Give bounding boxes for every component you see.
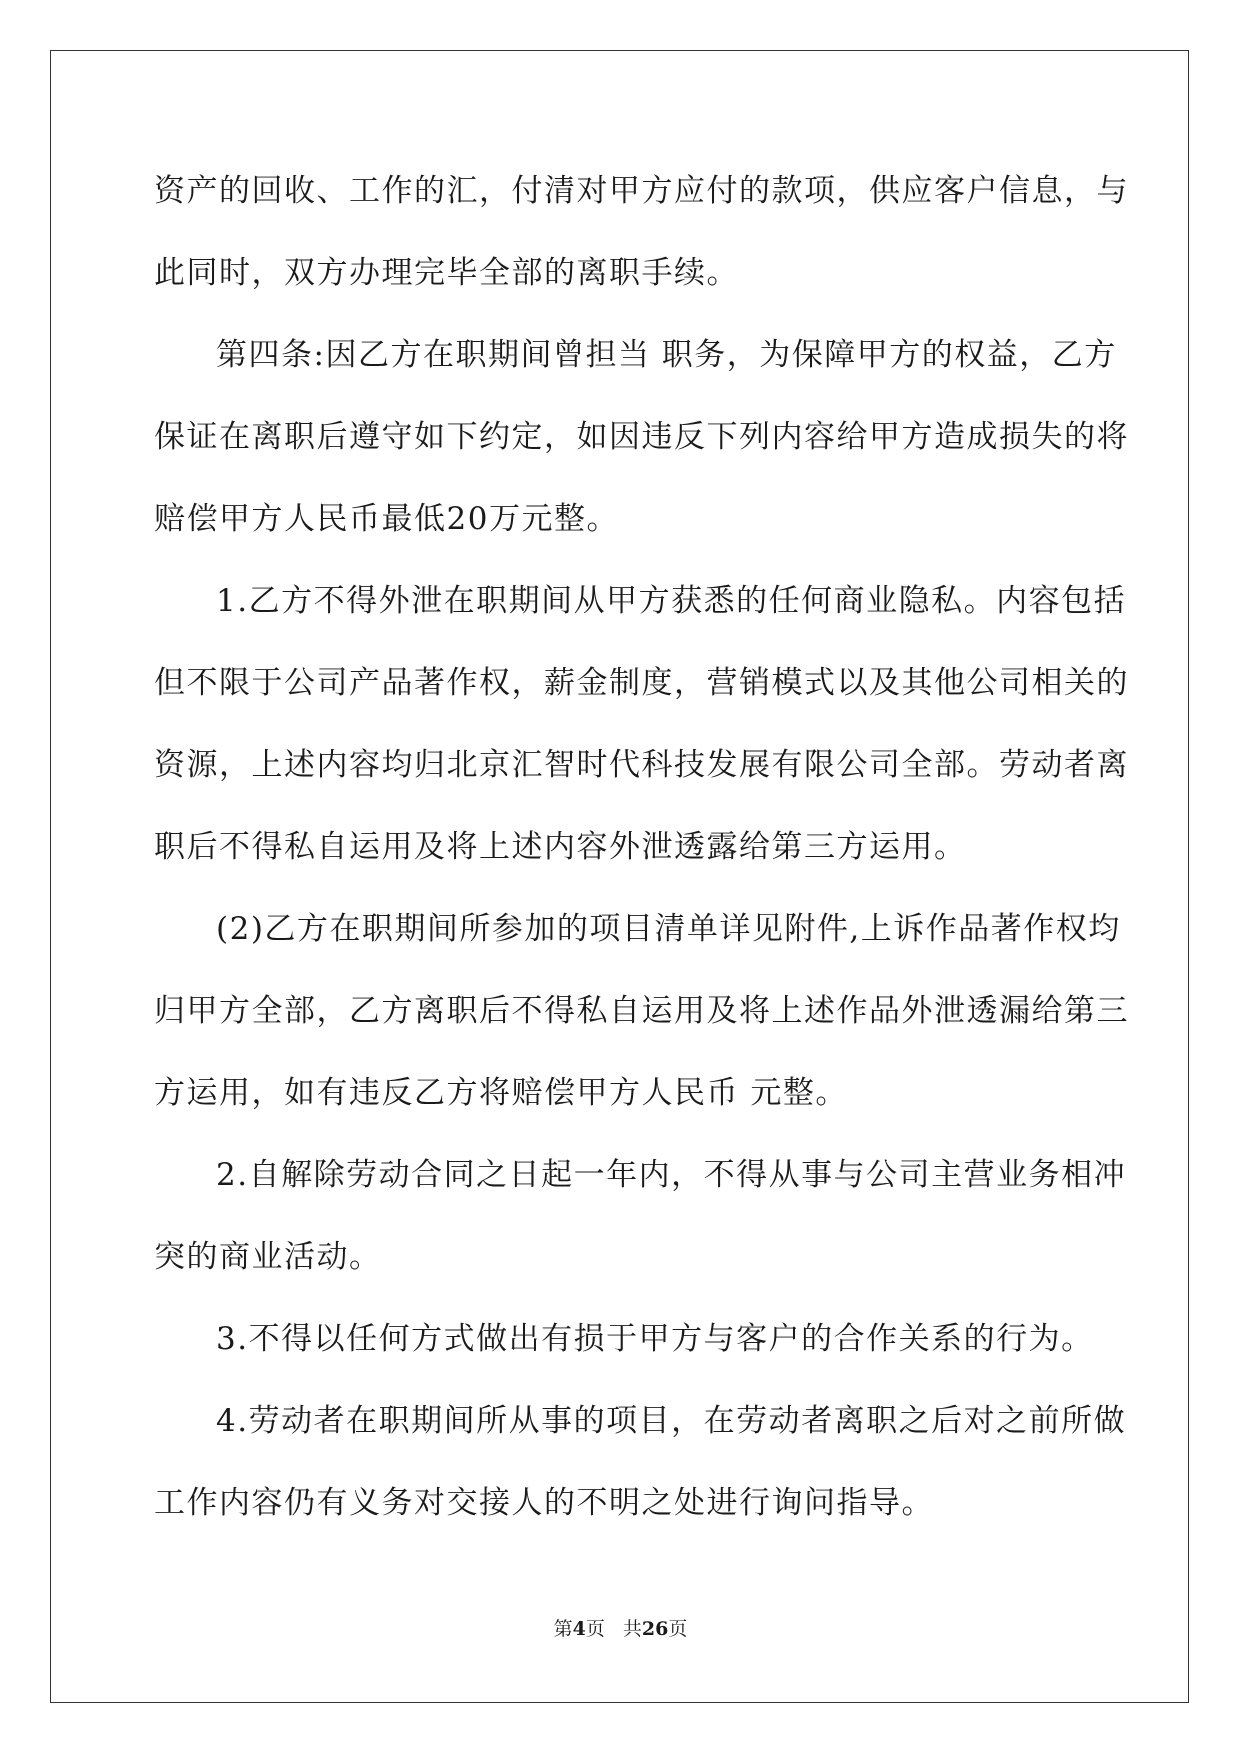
text-line: 3.不得以任何方式做出有损于甲方与客户的合作关系的行为。 — [216, 1321, 1094, 1357]
text-line: 资源，上述内容均归北京汇智时代科技发展有限公司全部。劳动者离 — [154, 747, 1129, 783]
text-line: 工作内容仍有义务对交接人的不明之处进行询问指导。 — [154, 1485, 934, 1521]
text-line: 1.乙方不得外泄在职期间从甲方获悉的任何商业隐私。内容包括 — [216, 583, 1127, 619]
text-line: 但不限于公司产品著作权，薪金制度，营销模式以及其他公司相关的 — [154, 665, 1129, 701]
text-line: 4.劳动者在职期间所从事的项目，在劳动者离职之后对之前所做 — [216, 1403, 1127, 1439]
text-line: 方运用，如有违反乙方将赔偿甲方人民币 元整。 — [154, 1075, 848, 1111]
text-line: 2.自解除劳动合同之日起一年内，不得从事与公司主营业务相冲 — [216, 1157, 1127, 1193]
text-line: 职后不得私自运用及将上述内容外泄透露给第三方运用。 — [154, 829, 967, 865]
document-body — [154, 165, 1129, 1559]
text-line: 归甲方全部，乙方离职后不得私自运用及将上述作品外泄透漏给第三 — [154, 993, 1129, 1029]
text-line: (2)乙方在职期间所参加的项目清单详见附件,上诉作品著作权均 — [216, 911, 1121, 947]
total-pages: 26 — [641, 1618, 669, 1640]
text-line: 赔偿甲方人民币最低20万元整。 — [154, 501, 619, 537]
page-prefix: 第 — [553, 1618, 573, 1640]
text-line: 资产的回收、工作的汇，付清对甲方应付的款项，供应客户信息，与 — [154, 173, 1129, 209]
text-line: 第四条:因乙方在职期间曾担当 职务，为保障甲方的权益，乙方 — [216, 337, 1117, 373]
total-prefix: 共 — [622, 1618, 642, 1640]
text-line: 保证在离职后遵守如下约定，如因违反下列内容给甲方造成损失的将 — [154, 419, 1129, 455]
page-suffix: 页 — [585, 1618, 605, 1640]
page-footer — [0, 1614, 1241, 1641]
page-number: 4 — [572, 1618, 586, 1640]
total-suffix: 页 — [668, 1618, 688, 1640]
text-line: 此同时，双方办理完毕全部的离职手续。 — [154, 255, 739, 291]
text-line: 突的商业活动。 — [154, 1239, 382, 1275]
